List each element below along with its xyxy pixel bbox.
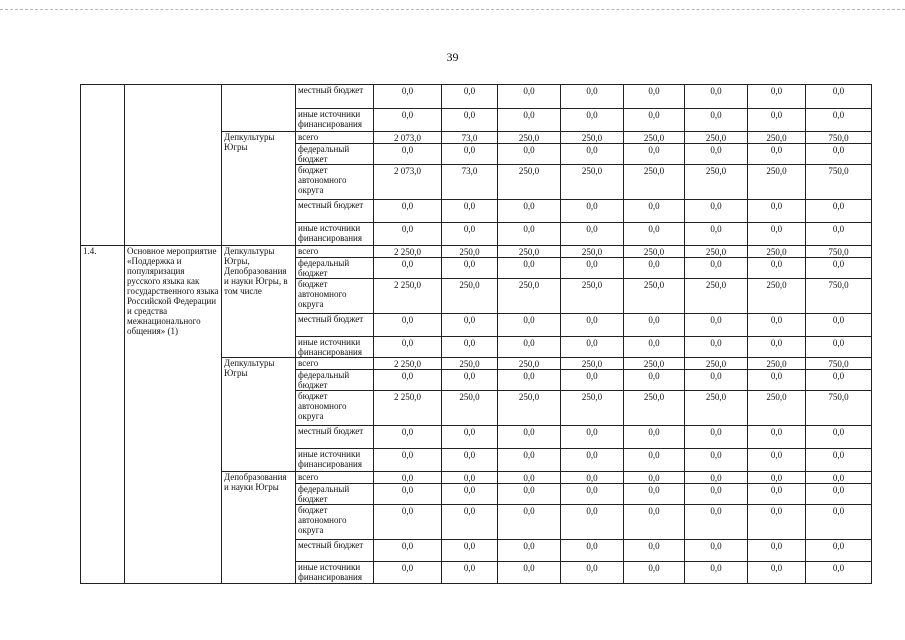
amount-cell: 0,0 [748,540,806,562]
amount-cell: 250,0 [442,279,498,314]
amount-cell: 250,0 [442,391,498,426]
amount-cell: 0,0 [685,337,748,358]
amount-cell: 250,0 [624,279,685,314]
amount-cell: 0,0 [561,472,624,484]
amount-cell: 0,0 [561,144,624,165]
amount-cell: 0,0 [442,370,498,391]
amount-cell: 0,0 [806,109,872,132]
amount-cell: 250,0 [498,246,561,258]
amount-cell: 0,0 [624,472,685,484]
amount-cell: 0,0 [374,337,442,358]
amount-cell: 0,0 [374,505,442,540]
amount-cell: 250,0 [561,391,624,426]
amount-cell: 0,0 [442,258,498,279]
amount-cell: 250,0 [748,132,806,144]
amount-cell: 0,0 [806,472,872,484]
amount-cell: 250,0 [561,358,624,370]
amount-cell: 0,0 [561,484,624,505]
amount-cell: 0,0 [624,449,685,472]
amount-cell: 0,0 [498,449,561,472]
amount-cell: 73,0 [442,132,498,144]
funding-source-cell: федеральный бюджет [296,144,374,165]
amount-cell: 0,0 [442,109,498,132]
amount-cell: 0,0 [624,314,685,337]
amount-cell: 0,0 [498,337,561,358]
amount-cell: 250,0 [624,358,685,370]
amount-cell: 0,0 [498,484,561,505]
row-number-cell [81,85,125,246]
amount-cell: 0,0 [748,426,806,449]
funding-source-cell: федеральный бюджет [296,484,374,505]
amount-cell: 0,0 [498,505,561,540]
amount-cell: 0,0 [442,144,498,165]
amount-cell: 0,0 [806,200,872,223]
amount-cell: 750,0 [806,165,872,200]
amount-cell: 0,0 [748,85,806,109]
amount-cell: 0,0 [685,505,748,540]
amount-cell: 0,0 [685,370,748,391]
page-number: 39 [446,50,459,64]
amount-cell: 0,0 [748,258,806,279]
amount-cell: 2 073,0 [374,165,442,200]
amount-cell: 0,0 [748,337,806,358]
amount-cell: 0,0 [498,562,561,584]
amount-cell: 73,0 [442,165,498,200]
amount-cell: 0,0 [442,337,498,358]
amount-cell: 0,0 [374,484,442,505]
funding-source-cell: бюджет автономного округа [296,279,374,314]
amount-cell: 0,0 [806,314,872,337]
amount-cell: 0,0 [561,562,624,584]
amount-cell: 250,0 [498,358,561,370]
executor-cell: Депкультуры Югры [222,358,296,472]
amount-cell: 0,0 [685,472,748,484]
amount-cell: 0,0 [442,484,498,505]
amount-cell: 250,0 [685,165,748,200]
amount-cell: 750,0 [806,132,872,144]
amount-cell: 0,0 [806,223,872,246]
amount-cell: 0,0 [561,505,624,540]
amount-cell: 0,0 [561,200,624,223]
amount-cell: 0,0 [806,540,872,562]
amount-cell: 0,0 [561,370,624,391]
amount-cell: 0,0 [685,449,748,472]
amount-cell: 0,0 [498,314,561,337]
amount-cell: 0,0 [624,258,685,279]
amount-cell: 0,0 [624,109,685,132]
amount-cell: 750,0 [806,279,872,314]
amount-cell: 0,0 [748,314,806,337]
event-name-cell: Основное мероприятие «Поддержка и популяризация русского языка как государственного языка Российской Федерации и средства межнационального общения» (1) [125,246,222,584]
amount-cell: 250,0 [561,246,624,258]
amount-cell: 2 250,0 [374,279,442,314]
funding-source-cell: всего [296,246,374,258]
funding-source-cell: всего [296,132,374,144]
amount-cell: 0,0 [374,562,442,584]
amount-cell: 0,0 [685,109,748,132]
executor-cell: Депкультуры Югры, Депобразования и науки Югры, в том числе [222,246,296,358]
amount-cell: 0,0 [685,85,748,109]
funding-source-cell: местный бюджет [296,85,374,109]
amount-cell: 0,0 [748,472,806,484]
amount-cell: 0,0 [561,426,624,449]
amount-cell: 0,0 [442,472,498,484]
amount-cell: 0,0 [806,449,872,472]
amount-cell: 0,0 [374,200,442,223]
amount-cell: 0,0 [806,562,872,584]
amount-cell: 0,0 [685,200,748,223]
amount-cell: 0,0 [748,449,806,472]
amount-cell: 0,0 [624,562,685,584]
amount-cell: 0,0 [374,314,442,337]
amount-cell: 2 073,0 [374,132,442,144]
amount-cell: 0,0 [806,370,872,391]
amount-cell: 750,0 [806,246,872,258]
amount-cell: 250,0 [442,358,498,370]
amount-cell: 0,0 [624,426,685,449]
amount-cell: 0,0 [685,223,748,246]
amount-cell: 0,0 [806,337,872,358]
amount-cell: 0,0 [498,144,561,165]
amount-cell: 0,0 [374,109,442,132]
amount-cell: 0,0 [374,449,442,472]
amount-cell: 0,0 [561,314,624,337]
amount-cell: 0,0 [498,258,561,279]
funding-source-cell: иные источники финансирования [296,337,374,358]
amount-cell: 250,0 [685,279,748,314]
amount-cell: 0,0 [374,370,442,391]
amount-cell: 0,0 [806,426,872,449]
amount-cell: 0,0 [748,562,806,584]
funding-source-cell: бюджет автономного округа [296,505,374,540]
event-name-cell [125,85,222,246]
amount-cell: 0,0 [442,85,498,109]
amount-cell: 0,0 [806,258,872,279]
amount-cell: 0,0 [624,144,685,165]
amount-cell: 0,0 [374,85,442,109]
amount-cell: 250,0 [624,246,685,258]
amount-cell: 0,0 [374,472,442,484]
amount-cell: 0,0 [374,258,442,279]
amount-cell: 2 250,0 [374,391,442,426]
amount-cell: 0,0 [806,484,872,505]
amount-cell: 0,0 [624,505,685,540]
funding-source-cell: иные источники финансирования [296,562,374,584]
amount-cell: 250,0 [748,391,806,426]
amount-cell: 0,0 [748,109,806,132]
amount-cell: 0,0 [624,85,685,109]
amount-cell: 0,0 [561,85,624,109]
amount-cell: 0,0 [806,85,872,109]
funding-source-cell: иные источники финансирования [296,109,374,132]
amount-cell: 0,0 [442,449,498,472]
amount-cell: 0,0 [374,144,442,165]
funding-source-cell: бюджет автономного округа [296,391,374,426]
funding-source-cell: иные источники финансирования [296,223,374,246]
amount-cell: 0,0 [748,370,806,391]
amount-cell: 0,0 [561,258,624,279]
amount-cell: 0,0 [806,505,872,540]
amount-cell: 0,0 [748,200,806,223]
amount-cell: 250,0 [498,279,561,314]
amount-cell: 0,0 [442,223,498,246]
amount-cell: 0,0 [685,540,748,562]
row-number-cell: 1.4. [81,246,125,584]
funding-source-cell: всего [296,472,374,484]
scan-edge-line [0,9,905,10]
amount-cell: 0,0 [685,426,748,449]
table-row [81,246,872,258]
amount-cell: 0,0 [498,370,561,391]
funding-source-cell: федеральный бюджет [296,258,374,279]
amount-cell: 0,0 [561,223,624,246]
amount-cell: 250,0 [442,246,498,258]
executor-cell [222,85,296,132]
amount-cell: 0,0 [442,426,498,449]
budget-table [80,84,872,584]
amount-cell: 250,0 [685,358,748,370]
amount-cell: 0,0 [806,144,872,165]
amount-cell: 250,0 [498,391,561,426]
amount-cell: 0,0 [442,505,498,540]
amount-cell: 250,0 [561,279,624,314]
table-row [81,85,872,109]
amount-cell: 0,0 [374,223,442,246]
funding-source-cell: иные источники финансирования [296,449,374,472]
amount-cell: 0,0 [624,370,685,391]
amount-cell: 0,0 [498,200,561,223]
amount-cell: 250,0 [624,132,685,144]
amount-cell: 0,0 [624,223,685,246]
amount-cell: 0,0 [624,540,685,562]
amount-cell: 0,0 [561,109,624,132]
amount-cell: 0,0 [624,484,685,505]
amount-cell: 250,0 [685,391,748,426]
amount-cell: 0,0 [685,484,748,505]
amount-cell: 0,0 [624,200,685,223]
amount-cell: 0,0 [561,540,624,562]
amount-cell: 250,0 [624,391,685,426]
amount-cell: 250,0 [561,132,624,144]
amount-cell: 250,0 [498,165,561,200]
amount-cell: 0,0 [685,144,748,165]
amount-cell: 0,0 [685,562,748,584]
amount-cell: 0,0 [442,540,498,562]
funding-source-cell: местный бюджет [296,200,374,223]
amount-cell: 0,0 [498,223,561,246]
amount-cell: 0,0 [442,200,498,223]
amount-cell: 0,0 [748,144,806,165]
amount-cell: 250,0 [748,279,806,314]
amount-cell: 0,0 [748,223,806,246]
amount-cell: 0,0 [442,314,498,337]
amount-cell: 0,0 [685,314,748,337]
amount-cell: 0,0 [624,337,685,358]
amount-cell: 250,0 [685,246,748,258]
amount-cell: 0,0 [442,562,498,584]
funding-source-cell: федеральный бюджет [296,370,374,391]
amount-cell: 0,0 [498,109,561,132]
amount-cell: 250,0 [685,132,748,144]
amount-cell: 0,0 [374,426,442,449]
amount-cell: 250,0 [624,165,685,200]
amount-cell: 2 250,0 [374,358,442,370]
amount-cell: 0,0 [498,472,561,484]
amount-cell: 0,0 [561,337,624,358]
amount-cell: 2 250,0 [374,246,442,258]
amount-cell: 0,0 [498,540,561,562]
amount-cell: 250,0 [561,165,624,200]
amount-cell: 0,0 [498,85,561,109]
funding-source-cell: всего [296,358,374,370]
amount-cell: 0,0 [748,484,806,505]
executor-cell: Депкультуры Югры [222,132,296,246]
funding-source-cell: местный бюджет [296,540,374,562]
amount-cell: 0,0 [374,540,442,562]
amount-cell: 0,0 [685,258,748,279]
amount-cell: 0,0 [498,426,561,449]
amount-cell: 250,0 [748,246,806,258]
amount-cell: 0,0 [561,449,624,472]
amount-cell: 250,0 [498,132,561,144]
funding-source-cell: бюджет автономного округа [296,165,374,200]
funding-source-cell: местный бюджет [296,314,374,337]
amount-cell: 750,0 [806,391,872,426]
executor-cell: Депобразования и науки Югры [222,472,296,584]
amount-cell: 0,0 [748,505,806,540]
funding-source-cell: местный бюджет [296,426,374,449]
amount-cell: 750,0 [806,358,872,370]
amount-cell: 250,0 [748,358,806,370]
amount-cell: 250,0 [748,165,806,200]
